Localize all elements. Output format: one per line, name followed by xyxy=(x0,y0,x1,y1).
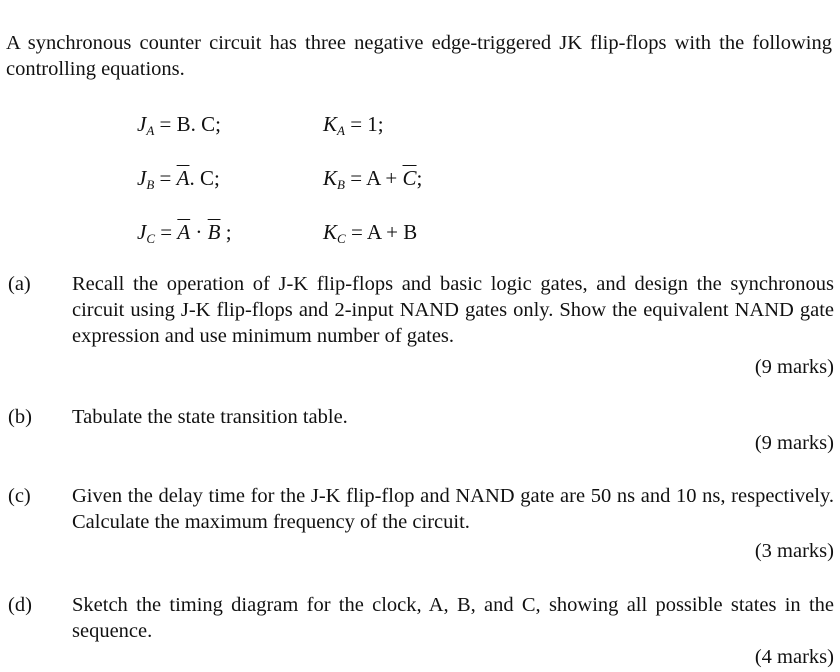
intro-paragraph: A synchronous counter circuit has three negative edge-triggered JK flip-flops with the following controlling equations. xyxy=(6,32,832,80)
question-text-d: Sketch the timing diagram for the clock, A, B, and C, showing all possible states in the sequence. xyxy=(72,594,834,642)
question-label-a: (a) xyxy=(8,273,31,295)
equation-kb: $K_B = A + \overline{C}$; xyxy=(323,166,423,192)
equation-kc: $K_C = A + B$ xyxy=(323,220,418,246)
question-label-d: (d) xyxy=(8,594,32,616)
question-marks-d: (4 marks) xyxy=(754,646,834,668)
question-label-b: (b) xyxy=(8,406,32,428)
question-text-c: Given the delay time for the J-K flip-flop and NAND gate are 50 ns and 10 ns, respectively. Calculate the maximum frequency of the circuit. xyxy=(72,485,834,533)
equation-jb: $J_B = \overline{A}$. C; xyxy=(137,166,220,192)
question-text-b: Tabulate the state transition table. xyxy=(72,406,348,428)
equation-ka: $K_A = 1$; xyxy=(323,112,384,138)
question-label-c: (c) xyxy=(8,485,31,507)
equation-jc: $J_C = \overline{A} \cdot \overline{B}$ ; xyxy=(137,220,232,246)
question-text-a: Recall the operation of J-K flip-flops and basic logic gates, and design the synchronous circuit using J-K flip-flops and 2-input NAND gates only. Show the equivalent NAND gate expression and use minimum number of gates. xyxy=(72,273,834,347)
question-marks-a: (9 marks) xyxy=(754,356,834,378)
question-marks-b: (9 marks) xyxy=(754,432,834,454)
question-marks-c: (3 marks) xyxy=(754,540,834,562)
equation-ja: $J_A = B$. C; xyxy=(137,112,221,138)
